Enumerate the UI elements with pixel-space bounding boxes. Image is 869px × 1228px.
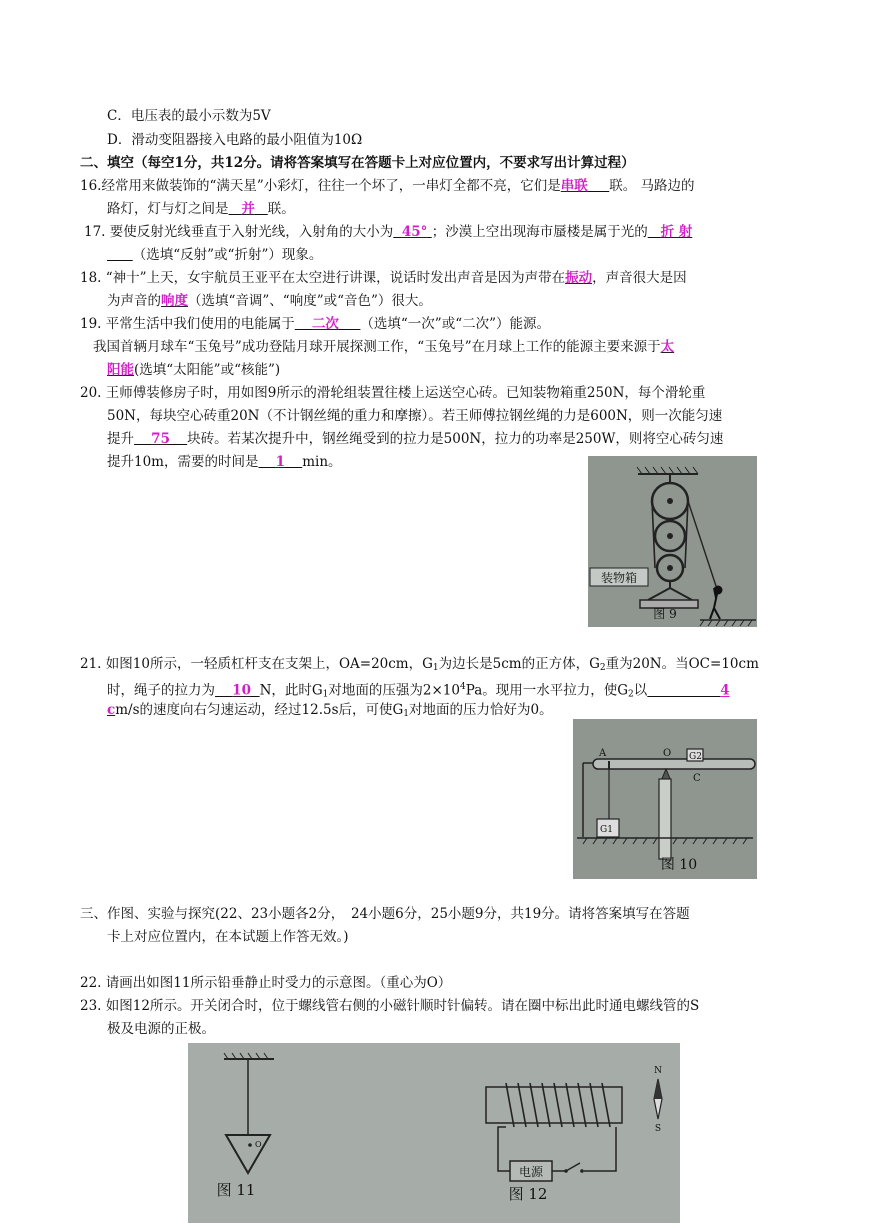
label-c: C: [693, 773, 701, 784]
figures-11-12: [188, 1043, 680, 1223]
q21-text-2b: N，此时G: [259, 682, 323, 699]
q17-text-c: （选填“反射”或“折射”）现象。: [132, 247, 323, 263]
fig11-caption: 图 11: [216, 1181, 256, 1199]
q16-blank-2b: [255, 201, 268, 217]
lever-diagram: [573, 719, 757, 879]
question-17-line-1: [84, 222, 692, 242]
q20-blank-1b: [170, 431, 187, 447]
q21-text-1c: 重为20N。当OC=10cm: [605, 656, 759, 672]
needle-s-label: S: [654, 1124, 662, 1134]
q21-sub-2b: 2: [628, 689, 634, 700]
q20-answer-1: 75: [151, 431, 170, 447]
q17-blank-2b: [107, 247, 133, 263]
q21-text-3a: m/s的速度向右匀速运动，经过12.5s后，可使G: [115, 702, 404, 718]
question-16-line-1: [80, 176, 695, 196]
question-18-line-2: [107, 291, 432, 311]
q21-text-1b: 为边长是5cm的正方体，G: [438, 656, 600, 672]
q21-sub-1c: 1: [403, 709, 410, 719]
q21-blank-2: [647, 683, 720, 699]
q21-text-3b: 对地面的压力恰好为0。: [409, 702, 553, 718]
question-19-line-3: [107, 360, 280, 380]
q21-sub-1b: 1: [322, 689, 329, 700]
question-20-line-4: [107, 452, 342, 472]
option-d: D．滑动变阻器接入电路的最小阻值为10Ω: [107, 132, 363, 148]
question-16-line-2: [107, 199, 295, 219]
power-source-label: 电源: [518, 1165, 544, 1179]
q21-sub-2a: 2: [599, 663, 606, 673]
q18-text-b: ，声音很大是因: [592, 270, 687, 286]
question-20-line-3: [107, 429, 723, 449]
q20-blank-2b: [285, 454, 302, 470]
q16-text-b: 联。 马路边的: [609, 178, 695, 194]
figure-10-lever: [573, 719, 757, 879]
pulley-diagram: [588, 456, 757, 627]
q21-sub-1a: 1: [432, 663, 439, 673]
plumb-and-solenoid-diagram: [188, 1043, 680, 1223]
q21-blank-1a: [215, 683, 232, 699]
q21-answer-1: 10: [232, 682, 251, 699]
q21-answer-2b: c: [107, 702, 116, 718]
q19-answer-2a: 太: [660, 339, 675, 355]
figure-9-pulley: [588, 456, 757, 627]
q19-answer-2b: 阳能: [107, 362, 134, 378]
box-label: 装物箱: [600, 571, 638, 585]
q19-text-c: 我国首辆月球车“玉兔号”成功登陆月球开展探测工作，“玉兔号”在月球上工作的能源主要来源于: [93, 339, 661, 355]
fig10-caption: 图 10: [660, 857, 698, 873]
q21-sup-4: 4: [460, 682, 466, 692]
q21-answer-2a: 4: [720, 682, 730, 699]
q19-answer-1: 二次: [311, 316, 339, 332]
q16-text-c: 路灯，灯与灯之间是: [107, 201, 229, 217]
q20-text-3b: 块砖。若某次提升中，钢丝绳受到的拉力是500N，拉力的功率是250W，则将空心砖匀速: [187, 431, 724, 447]
q19-blank-1a: [295, 316, 312, 332]
question-17-line-2: [107, 245, 322, 265]
question-20-line-1: 20. 王师傅装修房子时，用如图9所示的滑轮组装置往楼上运送空心砖。已知装物箱重250N，每个滑轮重: [80, 385, 706, 401]
q19-text-d: (选填“太阳能”或“核能”): [134, 362, 281, 378]
q16-text-a: 16.经常用来做装饰的“满天星”小彩灯，往往一个坏了，一串灯全都不亮，它们是: [80, 178, 561, 194]
question-21-line-3: [107, 700, 553, 724]
q16-blank-2a: [229, 201, 242, 217]
q20-text-4b: min。: [302, 454, 342, 470]
question-22: 22. 请画出如图11所示铅垂静止时受力的示意图。（重心为O）: [80, 975, 452, 991]
q20-blank-1a: [134, 431, 151, 447]
section-3-line-1: 三、作图、实验与探究(22、23小题各2分， 24小题6分，25小题9分，共19分。请将答案填写在答题: [80, 906, 690, 922]
q16-text-d: 联。: [267, 201, 295, 217]
q20-blank-2a: [258, 454, 275, 470]
label-a: A: [599, 748, 607, 759]
q17-text-a: 17. 要使反射光线垂直于入射光线，入射角的大小为: [84, 224, 394, 240]
question-23-line-2: 极及电源的正极。: [107, 1021, 215, 1037]
q18-answer-2: 响度: [161, 293, 188, 309]
q18-text-a: 18. “神十”上天，女宇航员王亚平在太空进行讲课，说话时发出声音是因为声带在: [80, 270, 566, 286]
q19-text-b: （选填“一次”或“二次”）能源。: [360, 316, 551, 332]
q21-text-2d: Pa。现用一水平拉力，使G: [465, 682, 629, 699]
needle-n-label: N: [654, 1066, 662, 1076]
question-18-line-1: [80, 268, 687, 288]
worker-figure: [710, 587, 722, 620]
q17-blank-2a: [648, 224, 661, 240]
q20-text-3a: 提升: [107, 431, 134, 447]
q21-text-2a: 时，绳子的拉力为: [107, 682, 215, 699]
section-3-line-2: 卡上对应位置内，在本试题上作答无效。): [107, 929, 349, 945]
q16-blank-1: [588, 178, 609, 194]
q16-answer-2: 并: [241, 201, 255, 217]
q21-text-2e: 以: [633, 682, 648, 699]
label-o: O: [663, 748, 672, 759]
label-g1: G1: [600, 825, 613, 835]
q19-blank-1b: [339, 316, 360, 332]
q18-text-c: 为声音的: [107, 293, 161, 309]
q21-blank-1b: [251, 683, 260, 699]
q17-blank-1a: [393, 224, 402, 240]
fig12-caption: 图 12: [508, 1185, 548, 1203]
question-19-line-1: [80, 314, 550, 334]
q21-text-2c: 对地面的压强为2×10: [328, 682, 460, 699]
q17-answer-1: 45°: [401, 224, 428, 240]
q16-answer-1: 串联: [560, 178, 588, 194]
question-20-line-2: 50N，每块空心砖重20N（不计钢丝绳的重力和摩擦）。若王师傅拉钢丝绳的力是600N，则一次能匀速: [107, 408, 723, 424]
fig9-caption: 图 9: [653, 607, 677, 621]
question-23-line-1: 23. 如图12所示。开关闭合时，位于螺线管右侧的小磁针顺时针偏转。请在圈中标出此时通电螺线管的S: [80, 998, 700, 1014]
label-o-fig11: O: [255, 1140, 262, 1149]
q21-text-1a: 21. 如图10所示，一轻质杠杆支在支架上，OA=20cm，G: [80, 656, 433, 672]
q20-answer-2: 1: [275, 454, 286, 470]
question-21-line-1: [80, 654, 759, 678]
q20-text-4a: 提升10m，需要的时间是: [107, 454, 259, 470]
q18-answer-1: 振动: [565, 270, 593, 286]
q17-answer-2: 折 射: [660, 224, 693, 240]
q17-text-b: ；沙漠上空出现海市蜃楼是属于光的: [431, 224, 648, 240]
label-g2: G2: [689, 752, 702, 762]
q19-text-a: 19. 平常生活中我们使用的电能属于: [80, 316, 295, 332]
option-c: C．电压表的最小示数为5V: [107, 108, 271, 124]
question-19-line-2: [93, 337, 674, 357]
q18-text-d: （选填“音调”、“响度”或“音色”）很大。: [188, 293, 432, 309]
section-2-heading: 二、填空（每空1分，共12分。请将答案填写在答题卡上对应位置内，不要求写出计算过程）: [80, 155, 635, 171]
